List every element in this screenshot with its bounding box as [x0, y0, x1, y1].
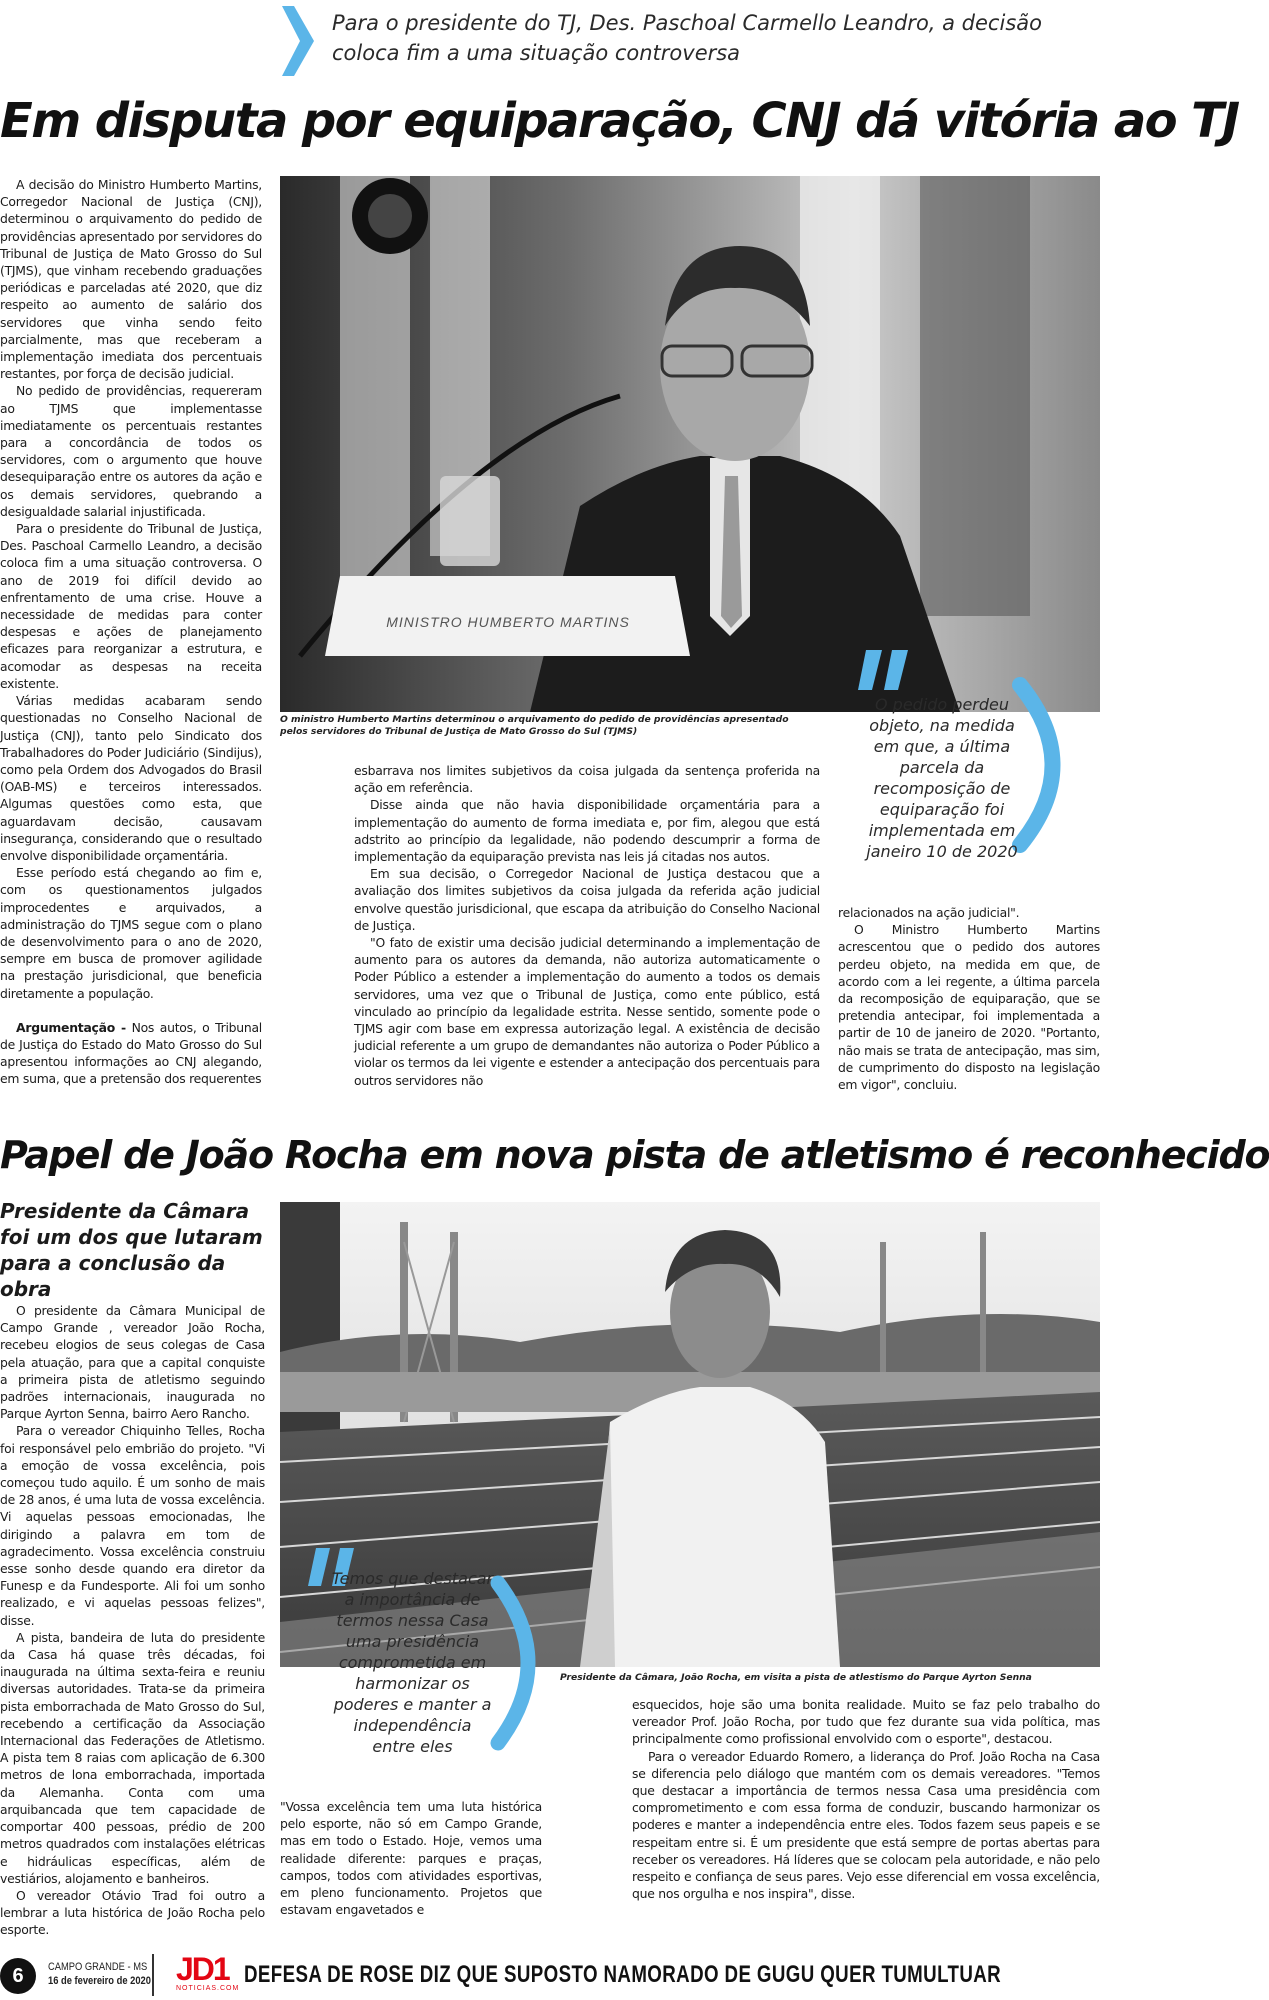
- paragraph: Para o vereador Eduardo Romero, a liderança do Prof. João Rocha na Casa se diferencia pelo diálogo que mantém com os demais vereadores. "Temos que destacar a importância de termos nessa Casa uma presidência com comprometimento e com essa forma de conduzir, buscando harmonizar os poderes e manter a independência entre eles. Todos fazem seus papeis e se respeitam entre si. É um presidente que está sempre de portas abertas para receber os vereadores. Há líderes que se colocam pela autoridade, e não pelo respeito e confiança de seus pares. Vejo esse diferencial em vossa excelência, que nos orgulha e nos inspira", disse.: [632, 1748, 1100, 1902]
- section-lead: Argumentação -: [16, 1019, 126, 1035]
- paragraph: "O fato de existir uma decisão judicial determinando a implementação de aumento para os autores da demanda, não autoriza automaticamente o Poder Público a estender a implementação do aumento a todos os demais servidores, uma vez que o Tribunal de Justiça, como ente público, está vinculado ao princípio da legalidade estrita. Nesse sentido, somente pode o TJMS agir com base em expressa autorização legal. A existência de decisão judicial referente a um grupo de demandantes não autoriza o Poder Público a violar os termos da lei vigente e estender a antecipação dos percentuais para outros servidores não: [354, 935, 820, 1088]
- page-number: 6: [0, 1958, 36, 1994]
- paragraph: Esse período está chegando ao fim e, com os questionamentos julgados improcedentes e arquivados, a administração do TJMS segue com o plano de desenvolvimento para o ano de 2020, sempre em busca de promover agilidade na prestação jurisdicional, que beneficia diretamente a população.: [0, 865, 262, 1001]
- site-logo: JD1: [176, 1951, 229, 1987]
- paragraph: Em sua decisão, o Corregedor Nacional de Justiça destacou que a avaliação dos limites subjetivos da coisa julgada da referida ação judicial envolve questão jurisdicional, que escapa da atribuição do Conselho Nacional de Justiça.: [354, 866, 820, 933]
- footer-teaser[interactable]: DEFESA DE ROSE DIZ QUE SUPOSTO NAMORADO DE GUGU QUER TUMULTUAR: [244, 1961, 1002, 1988]
- pull-quote: O pedido perdeu objeto, na medida em que, a última parcela da recomposição de equiparação foi implementada em janeiro 10 de 2020: [866, 695, 1018, 861]
- article-column-1: [0, 1302, 265, 1939]
- paragraph: O Ministro Humberto Martins acrescentou que o pedido dos autores perdeu objeto, na medida em que, de acordo com a lei regente, a última parcela da recomposição de equiparação, que se pretendia antecipar, foi implementada a partir de 10 de janeiro de 2020. "Portanto, não mais se trata de antecipação, mas sim, de cumprimento do disposto na legislação em vigor", concluiu.: [838, 922, 1100, 1093]
- site-logo-sub: NOTICIAS.COM: [176, 1985, 240, 1992]
- paragraph: A decisão do Ministro Humberto Martins, Corregedor Nacional de Justiça (CNJ), determinou o arquivamento do pedido de providências apresentado por servidores do Tribunal de Justiça de Mato Grosso do Sul (TJMS), que vinham recebendo graduações periódicas e parceladas até 2020, que diz respeito ao aumento de salário dos servidores que vinha sendo feito parcialmente, mas que receberam a implementação imediata dos percentuais restantes, por força de decisão judicial.: [0, 177, 262, 382]
- name-sign: MINISTRO HUMBERTO MARTINS: [386, 614, 630, 630]
- paragraph: Várias medidas acabaram sendo questionadas no Conselho Nacional de Justiça (CNJ), tanto pelo Sindicato dos Trabalhadores do Poder Judiciário (Sindijus), como pela Ordem dos Advogados do Brasil (OAB-MS) e terceiros interessados. Algumas questões como esta, que aguardavam decisão, causavam insegurança, considerando que o resultado envolve disponibilidade orçamentária.: [0, 693, 262, 863]
- quote-bracket-icon: [490, 1578, 550, 1748]
- article-headline: Em disputa por equiparação, CNJ dá vitória ao TJ: [0, 93, 1239, 149]
- paragraph: O presidente da Câmara Municipal de Campo Grande , vereador João Rocha, recebeu elogios de seus colegas de Casa pela atuação, para que a capital conquiste a primeira pista de atletismo seguindo padrões internacionais, inaugurada no Parque Ayrton Senna, bairro Aero Rancho.: [0, 1303, 265, 1422]
- paragraph: Para o vereador Chiquinho Telles, Rocha foi responsável pelo embrião do projeto. "Vi a emoção de vossa excelência, pois começou tudo aquilo. É um sonho de mais de 28 anos, é uma luta de vossa excelência. Vi aquelas pessoas emocionadas, lhe dirigindo a palavra em tom de agradecimento. Vossa excelência construiu esse sonho desde quando era diretor da Funesp e da Fundesporte. Ali foi um sonho realizado, e vi aquelas pessoas felizes", disse.: [0, 1423, 265, 1628]
- chevron-icon: [282, 6, 314, 76]
- paragraph: O vereador Otávio Trad foi outro a lembrar a luta histórica de João Rocha pelo esporte.: [0, 1887, 265, 1938]
- article-headline: Papel de João Rocha em nova pista de atletismo é reconhecido: [0, 1133, 1269, 1177]
- edition-date: 16 de fevereiro de 2020: [48, 1975, 151, 1987]
- paragraph: A pista, bandeira de luta do presidente da Casa há quase três décadas, foi inaugurada na última sexta-feira e reuniu diversas autoridades. Trata-se da primeira pista emborrachada de Mato Grosso do Sul, recebendo a certificação da Associação Internacional das Federações de Atletismo. A pista tem 8 raias com aplicação de 6.300 metros de lona emborrachada, importada da Alemanha. Conta com uma arquibancada que tem capacidade de comportar 400 pessoas, prédio de 200 metros quadrados com instalações elétricas e hidráulicas específicas, além de vestiários, alojamento e banheiros.: [0, 1629, 265, 1886]
- paragraph: Disse ainda que não havia disponibilidade orçamentária para a implementação do aumento de forma imediata e, por fim, alegou que está adstrito ao princípio da legalidade, não podendo descumprir a forma de implementação da equiparação prevista nas leis já citadas nos autos.: [354, 797, 820, 865]
- article-column-3: [838, 904, 1100, 1093]
- edition-info: [48, 1960, 151, 1988]
- paragraph: Argumentação - Nos autos, o Tribunal de Justiça do Estado do Mato Grosso do Sul apresentou informações ao CNJ alegando, em suma, que a pretensão dos requerentes: [0, 1019, 262, 1087]
- quote-mark-icon: [858, 650, 918, 690]
- article-column-2: [280, 1798, 542, 1918]
- paragraph: esquecidos, hoje são uma bonita realidade. Muito se faz pelo trabalho do vereador Prof. João Rocha, por tudo que fez durante sua vida política, mas principalmente como profissional envolvido com o esporte", destacou.: [632, 1697, 1100, 1747]
- paragraph: No pedido de providências, requereram ao TJMS que implementasse imediatamente os percentuais restantes para a concordância de todos os servidores, com o argumento que houve desequiparação entre os autores da ação e os demais servidores, quebrando a desigualdade salarial injustificada.: [0, 383, 262, 519]
- paragraph: relacionados na ação judicial".: [838, 905, 1020, 920]
- photo-caption: O ministro Humberto Martins determinou o arquivamento do pedido de providências apresentado pelos servidores do Tribunal de Justiça de Mato Grosso do Sul (TJMS): [280, 714, 789, 737]
- pull-quote: Temos que destacar a importância de termos nessa Casa uma presidência comprometida em harmonizar os poderes e manter a independência entre eles: [331, 1569, 494, 1756]
- article-photo: [280, 176, 1100, 712]
- paragraph: esbarrava nos limites subjetivos da coisa julgada da sentença proferida na ação em referência.: [354, 763, 820, 796]
- article-column-2: [354, 762, 820, 1089]
- article-subhead: Presidente da Câmara foi um dos que lutaram para a conclusão da obra: [0, 1199, 263, 1301]
- article-kicker: Para o presidente do TJ, Des. Paschoal Carmello Leandro, a decisão coloca fim a uma situação controversa: [332, 11, 1042, 65]
- article-column-3: [632, 1696, 1100, 1902]
- paragraph: "Vossa excelência tem uma luta histórica pelo esporte, não só em Campo Grande, mas em todo o Estado. Hoje, vemos uma realidade diferente: parques e praças, campos, todos com atividades esportivas, em pleno funcionamento. Projetos que estavam engavetados e: [280, 1799, 542, 1918]
- edition-city: CAMPO GRANDE - MS: [48, 1961, 148, 1973]
- article-column-1: [0, 176, 262, 1088]
- paragraph: Para o presidente do Tribunal de Justiça, Des. Paschoal Carmello Leandro, a decisão coloca fim a uma situação controversa. O ano de 2019 foi difícil devido ao enfrentamento de uma crise. Houve a necessidade de medidas para conter despesas e ações de planejamento eficazes para reorganizar a estrutura, e acomodar as despesas na receita existente.: [0, 521, 262, 691]
- footer-divider: [152, 1954, 154, 1996]
- photo-caption: Presidente da Câmara, João Rocha, em visita a pista de atlestismo do Parque Ayrton Senna: [560, 1672, 1032, 1683]
